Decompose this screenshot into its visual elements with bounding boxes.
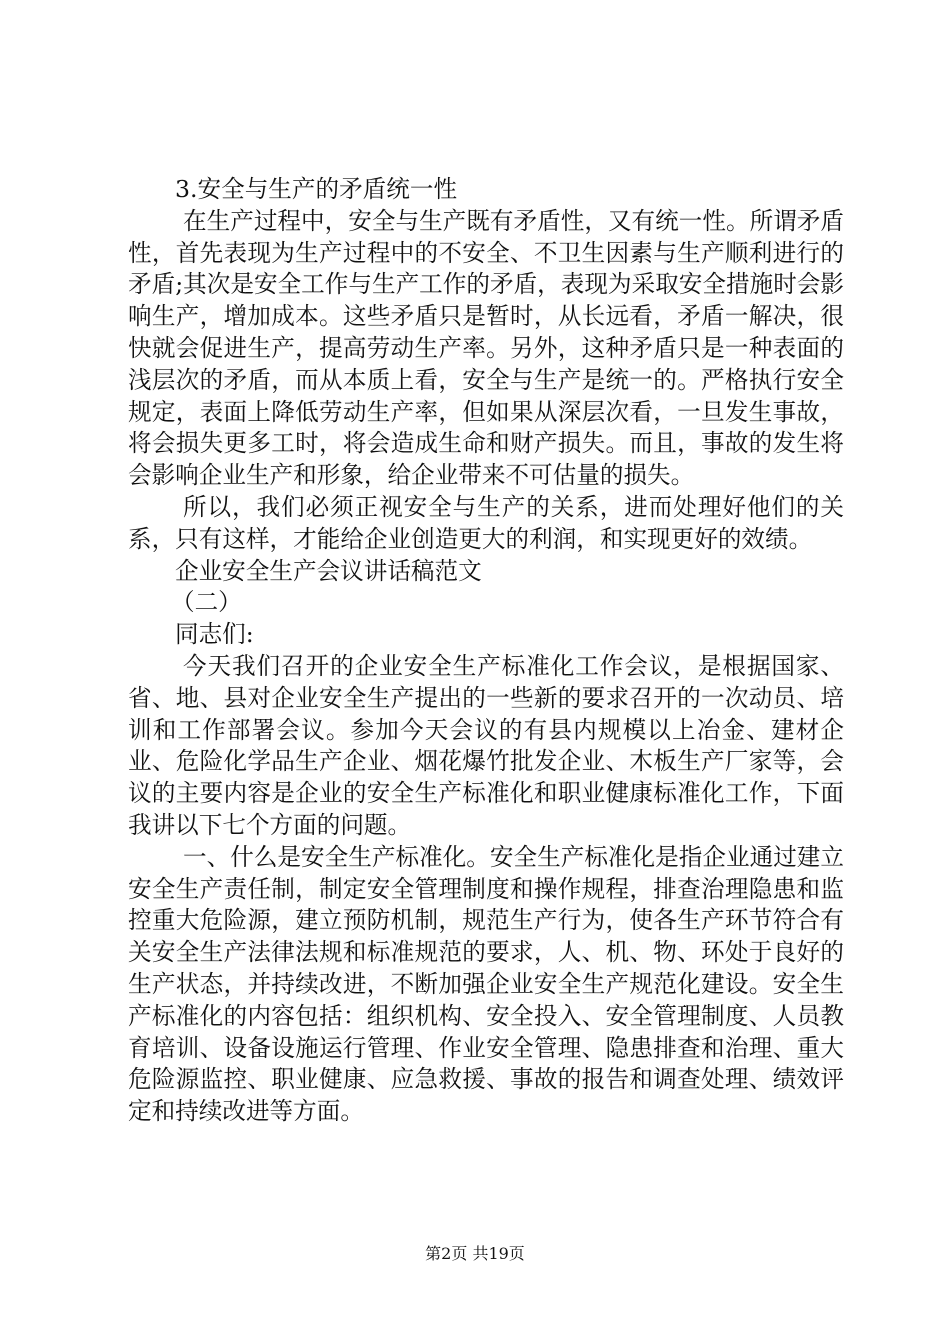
speech-subtitle: （二） [171, 588, 242, 617]
paragraph-standardization: 一、什么是安全生产标准化。安全生产标准化是指企业通过建立安全生产责任制，制定安全管理制度和操作规程，排查治理隐患和监控重大危险源，建立预防机制，规范生产行为，使各生产环节符合有关安全生产法律法规和标准规范的要求，人、机、物、环处于良好的生产状态，并持续改进，不断加强企业安全生产规范化建设。安全生产标准化的内容包括：组织机构、安全投入、安全管理制度、人员教育培训、设备设施运行管理、作业安全管理、隐患排查和治理、重大危险源监控、职业健康、应急救援、事故的报告和调查处理、绩效评定和持续改进等方面。 [128, 842, 844, 1126]
greeting: 同志们: [175, 620, 254, 649]
page-footer: 第2页 共19页 [425, 1244, 525, 1263]
section-heading: 3.安全与生产的矛盾统一性 [175, 175, 458, 203]
paragraph-contradiction-unity: 在生产过程中，安全与生产既有矛盾性，又有统一性。所谓矛盾性，首先表现为生产过程中的不安全、不卫生因素与生产顺利进行的矛盾;其次是安全工作与生产工作的矛盾，表现为采取安全措施时会影响生产，增加成本。这些矛盾只是暂时，从长远看，矛盾一解决，很快就会促进生产，提高劳动生产率。另外，这种矛盾只是一种表面的浅层次的矛盾，而从本质上看，安全与生产是统一的。严格执行安全规定，表面上降低劳动生产率，但如果从深层次看，一旦发生事故，将会损失更多工时，将会造成生命和财产损失。而且，事故的发生将会影响企业生产和形象，给企业带来不可估量的损失。 [128, 206, 844, 490]
speech-title: 企业安全生产会议讲话稿范文 [175, 556, 482, 585]
document-body [128, 174, 844, 1128]
paragraph-meeting-intro: 今天我们召开的企业安全生产标准化工作会议，是根据国家、省、地、县对企业安全生产提出的一些新的要求召开的一次动员、培训和工作部署会议。参加今天会议的有县内规模以上冶金、建材企业、危险化学品生产企业、烟花爆竹批发企业、木板生产厂家等，会议的主要内容是企业的安全生产标准化和职业健康标准化工作，下面我讲以下七个方面的问题。 [128, 651, 844, 839]
paragraph-conclusion: 所以，我们必须正视安全与生产的关系，进而处理好他们的关系，只有这样，才能给企业创造更大的利润，和实现更好的效绩。 [128, 492, 844, 553]
